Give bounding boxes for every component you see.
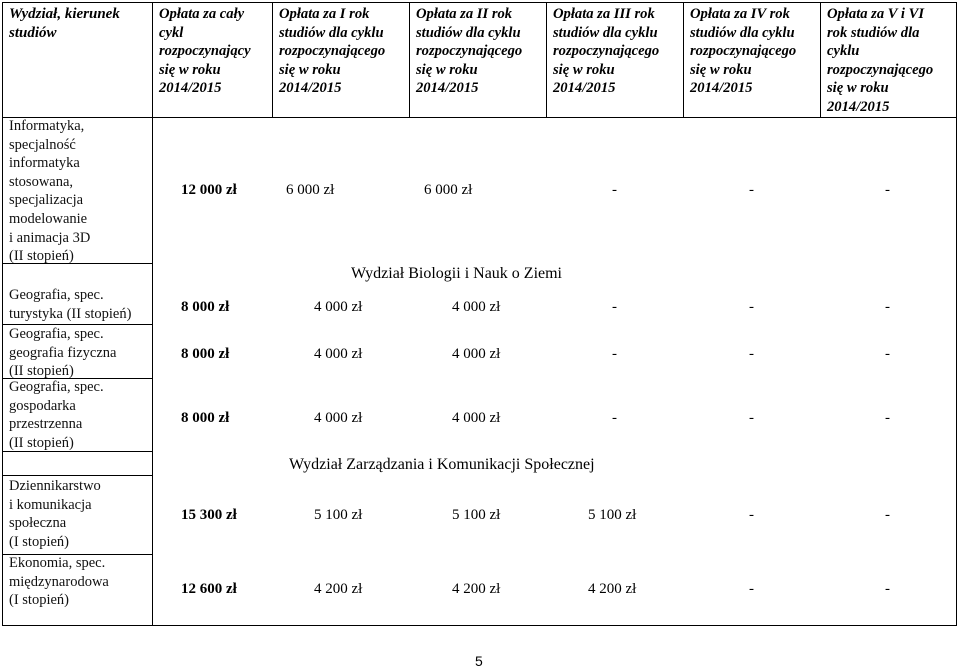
fee-year2: 6 000 zł bbox=[424, 182, 473, 198]
fee-year5-6: - bbox=[885, 299, 890, 315]
program-name: Informatyka, specjalność informatyka stosowana, specjalizacja modelowanie i animacja 3D (II stopień) bbox=[9, 118, 91, 265]
header-year2-fee: Opłata za II rok studiów dla cyklu rozpoczynającego się w roku 2014/2015 bbox=[416, 6, 523, 97]
fee-year2: 5 100 zł bbox=[452, 507, 501, 523]
fee-full-cycle: 8 000 zł bbox=[181, 346, 230, 362]
faculty-heading: Wydział Zarządzania i Komunikacji Społecznej bbox=[289, 456, 595, 473]
fee-year5-6: - bbox=[885, 182, 890, 198]
program-name: Dziennikarstwo i komunikacja społeczna (I stopień) bbox=[9, 478, 101, 550]
fee-year1: 6 000 zł bbox=[286, 182, 335, 198]
fee-year1: 5 100 zł bbox=[314, 507, 363, 523]
fee-year2: 4 000 zł bbox=[452, 299, 501, 315]
header-full-cycle-fee: Opłata za cały cykl rozpoczynający się w roku 2014/2015 bbox=[159, 6, 251, 97]
fee-year1: 4 200 zł bbox=[314, 581, 363, 597]
fee-year3: 4 200 zł bbox=[588, 581, 637, 597]
fee-year5-6: - bbox=[885, 507, 890, 523]
fee-year3: 5 100 zł bbox=[588, 507, 637, 523]
program-name: Geografia, spec. geografia fizyczna (II stopień) bbox=[9, 326, 117, 380]
fee-year1: 4 000 zł bbox=[314, 299, 363, 315]
fee-year3: - bbox=[612, 182, 617, 198]
program-name: Ekonomia, spec. międzynarodowa (I stopień) bbox=[9, 555, 109, 609]
fee-year5-6: - bbox=[885, 410, 890, 426]
fee-year3: - bbox=[612, 299, 617, 315]
fee-year4: - bbox=[749, 410, 754, 426]
fee-full-cycle: 8 000 zł bbox=[181, 299, 230, 315]
fee-year2: 4 200 zł bbox=[452, 581, 501, 597]
fee-year5-6: - bbox=[885, 581, 890, 597]
header-year3-fee: Opłata za III rok studiów dla cyklu rozpoczynającego się w roku 2014/2015 bbox=[553, 6, 660, 97]
faculty-heading: Wydział Biologii i Nauk o Ziemi bbox=[351, 265, 562, 282]
fee-year4: - bbox=[749, 581, 754, 597]
fee-year4: - bbox=[749, 182, 754, 198]
program-name: Geografia, spec. turystyka (II stopień) bbox=[9, 287, 132, 322]
fee-year5-6: - bbox=[885, 346, 890, 362]
header-year5-6-fee: Opłata za V i VI rok studiów dla cyklu rozpoczynającego się w roku 2014/2015 bbox=[827, 6, 934, 115]
fee-year1: 4 000 zł bbox=[314, 346, 363, 362]
fee-year2: 4 000 zł bbox=[452, 410, 501, 426]
header-field-of-study: Wydział, kierunek studiów bbox=[9, 6, 120, 41]
header-year1-fee: Opłata za I rok studiów dla cyklu rozpoczynającego się w roku 2014/2015 bbox=[279, 6, 386, 97]
fee-year4: - bbox=[749, 346, 754, 362]
fee-full-cycle: 12 000 zł bbox=[181, 182, 237, 198]
header-year4-fee: Opłata za IV rok studiów dla cyklu rozpoczynającego się w roku 2014/2015 bbox=[690, 6, 797, 97]
fee-year1: 4 000 zł bbox=[314, 410, 363, 426]
fee-full-cycle: 8 000 zł bbox=[181, 410, 230, 426]
fee-year3: - bbox=[612, 410, 617, 426]
fee-year4: - bbox=[749, 299, 754, 315]
program-name: Geografia, spec. gospodarka przestrzenna (II stopień) bbox=[9, 379, 104, 451]
fee-year4: - bbox=[749, 507, 754, 523]
fee-full-cycle: 12 600 zł bbox=[181, 581, 237, 597]
page-number: 5 bbox=[475, 653, 483, 669]
fee-full-cycle: 15 300 zł bbox=[181, 507, 237, 523]
fee-year2: 4 000 zł bbox=[452, 346, 501, 362]
fee-year3: - bbox=[612, 346, 617, 362]
